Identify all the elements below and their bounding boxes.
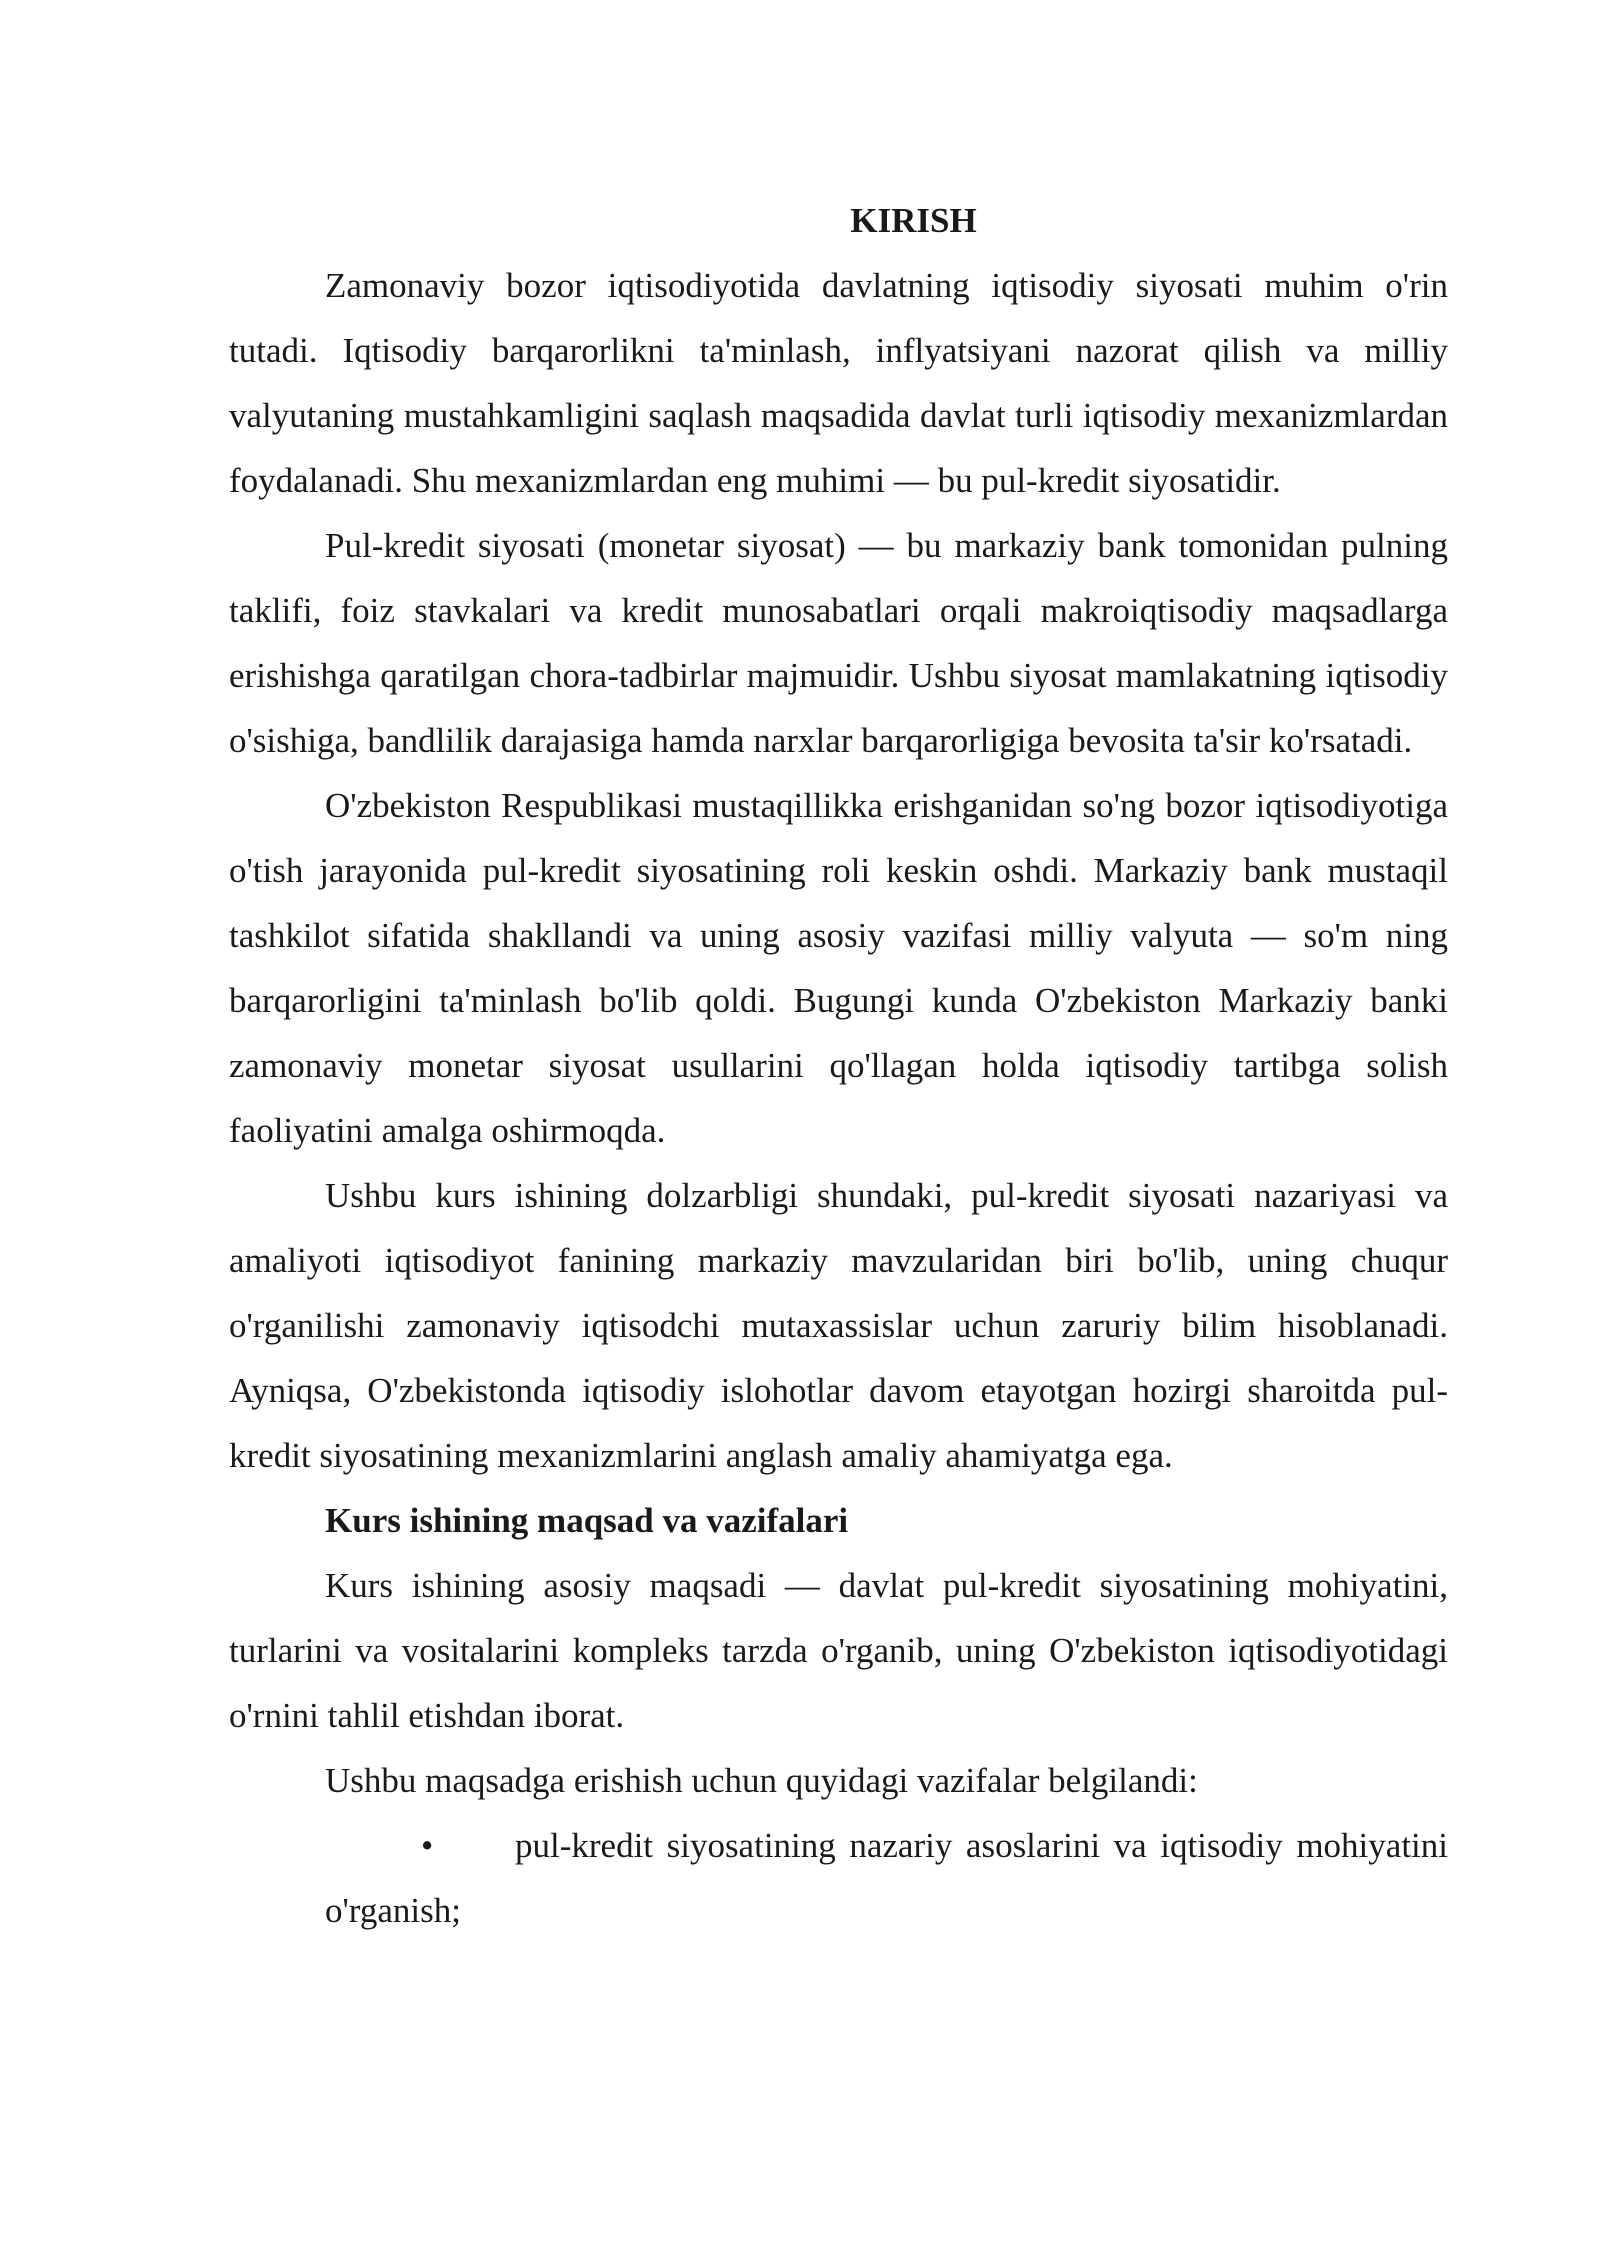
tasks-intro: Ushbu maqsadga erishish uchun quyidagi vazifalar belgilandi: (325, 1761, 1198, 1800)
intro-paragraph-4: Ushbu kurs ishining dolzarbligi shundaki, pul-kredit siyosati nazariyasi va amaliyoti iqtisodiyot fanining markaziy mavzularidan biri bo'lib, uning chuqur o'rganilishi zamonaviy iqtisodchi mutaxassislar uchun zaruriy bilim hisoblanadi. Ayniqsa, O'zbekistonda iqtisodiy islohotlar davom etayotgan hozirgi sharoitda pul-kredit siyosatining mexanizmlarini anglash amaliy ahamiyatga ega. (229, 1176, 1448, 1475)
bullet-icon: • (421, 1826, 434, 1865)
task-text: pul-kredit siyosatining nazariy asoslarini va iqtisodiy mohiyatini o'rganish; (325, 1826, 1448, 1930)
task-list (229, 1813, 1448, 1943)
document-title: KIRISH (850, 201, 977, 240)
goal-paragraph: Kurs ishining asosiy maqsadi — davlat pul-kredit siyosatining mohiyatini, turlarini va vositalarini kompleks tarzda o'rganib, uning O'zbekiston iqtisodiyotidagi o'rnini tahlil etishdan iborat. (229, 1566, 1448, 1735)
section-subheading: Kurs ishining maqsad va vazifalari (325, 1501, 849, 1540)
document-body (229, 188, 1448, 1943)
intro-paragraph-2: Pul-kredit siyosati (monetar siyosat) — bu markaziy bank tomonidan pulning taklifi, foiz stavkalari va kredit munosabatlari orqali makroiqtisodiy maqsadlarga erishishga qaratilgan chora-tadbirlar majmuidir. Ushbu siyosat mamlakatning iqtisodiy o'sishiga, bandlilik darajasiga hamda narxlar barqarorligiga bevosita ta'sir ko'rsatadi. (229, 526, 1448, 760)
intro-paragraph-1: Zamonaviy bozor iqtisodiyotida davlatning iqtisodiy siyosati muhim o'rin tutadi. Iqtisodiy barqarorlikni ta'minlash, inflyatsiyani nazorat qilish va milliy valyutaning mustahkamligini saqlash maqsadida davlat turli iqtisodiy mexanizmlardan foydalanadi. Shu mexanizmlardan eng muhimi — bu pul-kredit siyosatidir. (229, 266, 1448, 500)
list-item (325, 1813, 1448, 1943)
intro-paragraph-3: O'zbekiston Respublikasi mustaqillikka erishganidan so'ng bozor iqtisodiyotiga o'tish jarayonida pul-kredit siyosatining roli keskin oshdi. Markaziy bank mustaqil tashkilot sifatida shakllandi va uning asosiy vazifasi milliy valyuta — so'm ning barqarorligini ta'minlash bo'lib qoldi. Bugungi kunda O'zbekiston Markaziy banki zamonaviy monetar siyosat usullarini qo'llagan holda iqtisodiy tartibga solish faoliyatini amalga oshirmoqda. (229, 786, 1448, 1150)
